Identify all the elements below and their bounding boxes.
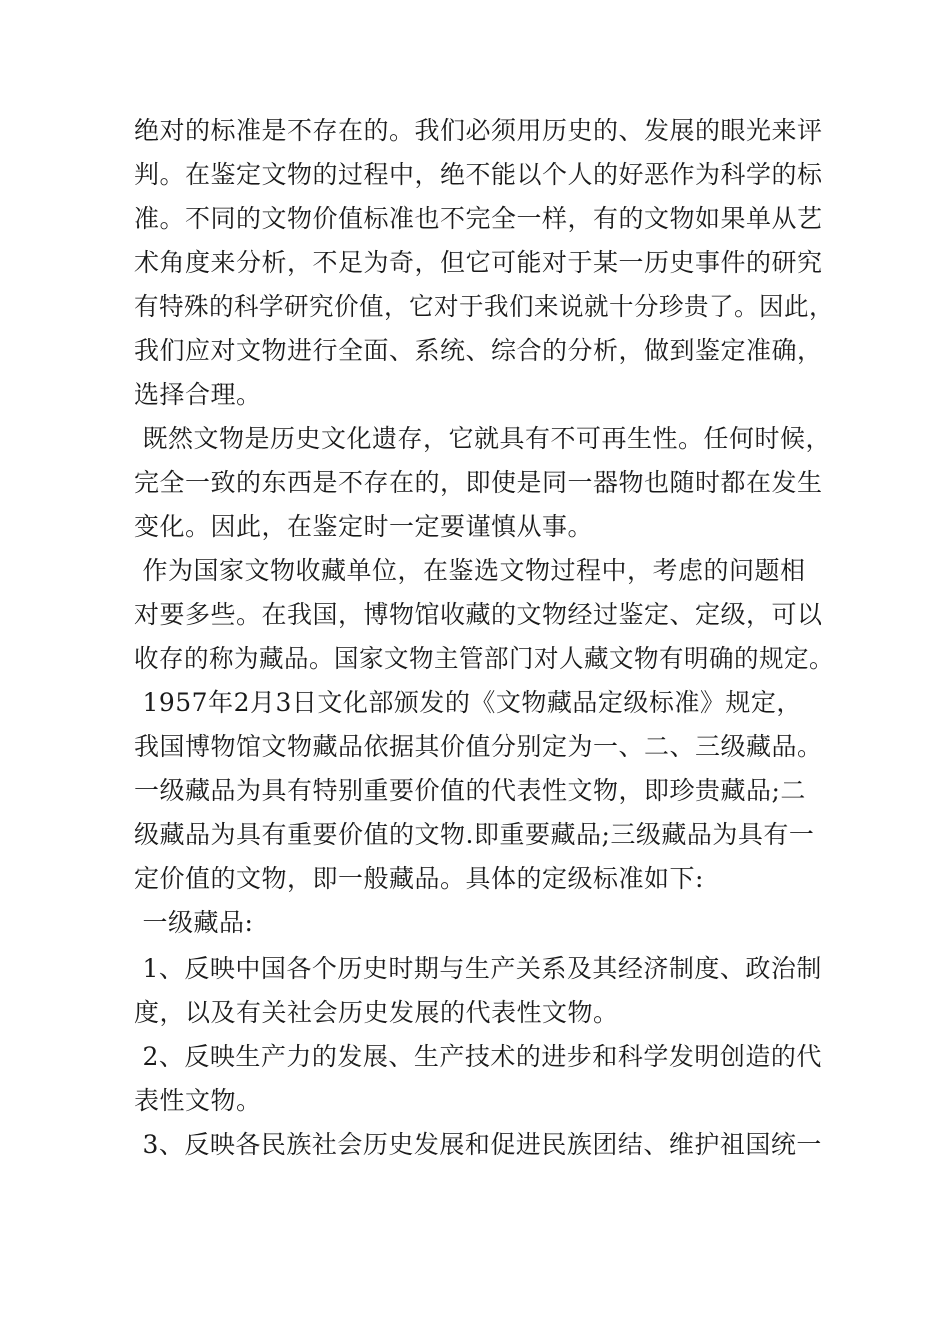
- text-line: 作为国家文物收藏单位，在鉴选文物过程中，考虑的问题相: [134, 556, 806, 585]
- text-line: 1957年2月3日文化部颁发的《文物藏品定级标准》规定，: [134, 688, 802, 717]
- text-line: 判。在鉴定文物的过程中，绝不能以个人的好恶作为科学的标: [134, 160, 823, 189]
- text-line: 表性文物。: [134, 1086, 262, 1115]
- text-line: 一级藏品:: [134, 908, 254, 937]
- text-line: 有特殊的科学研究价值，它对于我们来说就十分珍贵了。因此，: [134, 292, 835, 321]
- text-line: 收存的称为藏品。国家文物主管部门对人藏文物有明确的规定。: [134, 644, 835, 673]
- text-line: 既然文物是历史文化遗存，它就具有不可再生性。任何时候，: [134, 424, 831, 453]
- text-line: 我国博物馆文物藏品依据其价值分别定为一、二、三级藏品。: [134, 732, 823, 761]
- text-line: 度，以及有关社会历史发展的代表性文物。: [134, 998, 619, 1027]
- text-line: 1、反映中国各个历史时期与生产关系及其经济制度、政治制: [134, 954, 822, 983]
- text-line: 3、反映各民族社会历史发展和促进民族团结、维护祖国统一: [134, 1130, 822, 1159]
- text-line: 变化。因此，在鉴定时一定要谨慎从事。: [134, 512, 594, 541]
- text-line: 定价值的文物，即一般藏品。具体的定级标准如下:: [134, 864, 704, 893]
- text-line: 2、反映生产力的发展、生产技术的进步和科学发明创造的代: [134, 1042, 822, 1071]
- text-line: 绝对的标准是不存在的。我们必须用历史的、发展的眼光来评: [134, 116, 823, 145]
- text-line: 术角度来分析，不足为奇，但它可能对于某一历史事件的研究: [134, 248, 823, 277]
- text-line: 选择合理。: [134, 380, 262, 409]
- text-line: 级藏品为具有重要价值的文物.即重要藏品;三级藏品为具有一: [134, 820, 815, 849]
- text-line: 完全一致的东西是不存在的，即使是同一器物也随时都在发生: [134, 468, 823, 497]
- text-line: 我们应对文物进行全面、系统、综合的分析，做到鉴定准确，: [134, 336, 823, 365]
- text-line: 准。不同的文物价值标准也不完全一样，有的文物如果单从艺: [134, 204, 823, 233]
- text-line: 一级藏品为具有特别重要价值的代表性文物，即珍贵藏品;二: [134, 776, 806, 805]
- text-line: 对要多些。在我国，博物馆收藏的文物经过鉴定、定级，可以: [134, 600, 823, 629]
